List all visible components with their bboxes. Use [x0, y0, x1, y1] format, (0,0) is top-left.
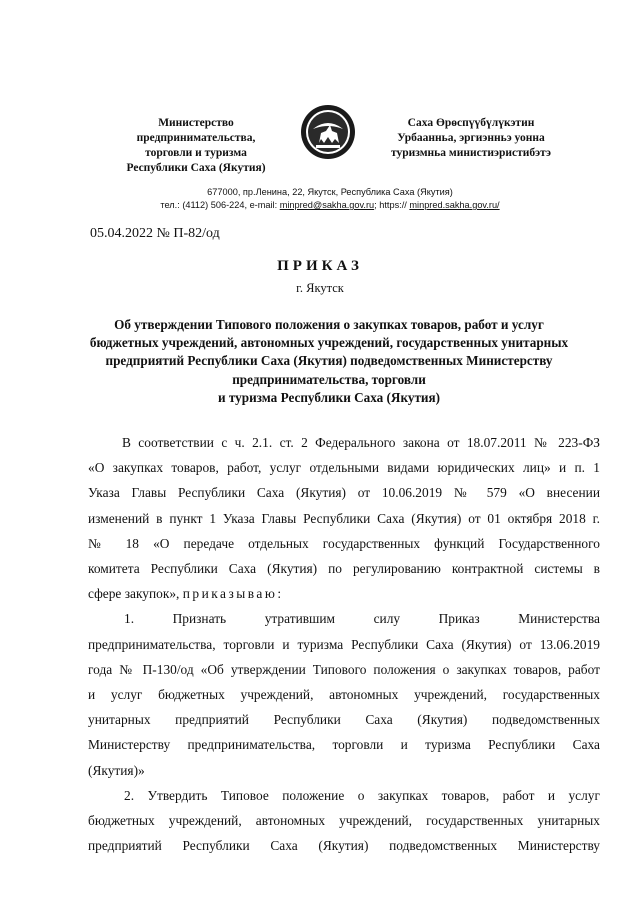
title-line: Об утверждении Типового положения о закупках товаров, работ и услуг — [114, 317, 544, 332]
title-line: бюджетных учреждений, автономных учреждений, государственных унитарных — [89, 335, 569, 351]
header-right-line: Саха Өрөспүүбүлүкэтин — [407, 117, 535, 129]
preamble-line: комитета Республики Саха (Якутия) по регулированию контрактной системы в — [88, 561, 600, 577]
phone-text: тел.: (4112) 506-224, e-mail: — [160, 200, 280, 210]
item-1-line: года № П-130/од «Об утверждении Типового положения о закупках товаров, работ — [88, 661, 600, 677]
ministry-name-sakha — [382, 116, 560, 161]
header-left-line: торговли и туризма — [145, 147, 247, 159]
item-1-line: 1. Признать утратившим силу Приказ Министерства — [124, 611, 600, 627]
item-2-line: предприятий Республики Саха (Якутия) подведомственных Министерству — [88, 838, 600, 854]
preamble-line: Указа Главы Республики Саха (Якутия) от 10.06.2019 № 579 «О внесении — [88, 485, 600, 501]
preamble-line: В соответствии с ч. 2.1. ст. 2 Федерального закона от 18.07.2011 № 223-ФЗ — [122, 435, 600, 450]
header-right-line: Урбаанньа, эргиэнньэ уонна — [397, 132, 545, 144]
header-right-line: туризмньа министиэристибэтэ — [391, 147, 551, 159]
website-link[interactable]: minpred.sakha.gov.ru/ — [409, 200, 500, 210]
document-body — [88, 430, 600, 858]
document-type-heading: ПРИКАЗ — [277, 258, 363, 274]
item-1-line: предпринимательства, торговли и туризма Республики Саха (Якутия) от 13.06.2019 — [88, 636, 600, 652]
title-line: и туризма Республики Саха (Якутия) — [217, 389, 441, 405]
document-place: г. Якутск — [296, 281, 344, 295]
url-separator: ; https:// — [374, 200, 410, 210]
item-1-line: и услуг бюджетных учреждений, автономных учреждений, государственных — [88, 687, 600, 703]
sakha-republic-emblem-icon — [299, 103, 357, 161]
document-date-number: 05.04.2022 № П-82/од — [90, 226, 220, 241]
preamble-line-final — [88, 581, 600, 606]
item-1-line: унитарных предприятий Республики Саха (Якутия) подведомственных — [88, 712, 600, 728]
document-title — [86, 316, 572, 407]
header-left-line: предпринимательства, — [136, 132, 256, 144]
preamble-line: изменений в пункт 1 Указа Главы Республики Саха (Якутия) от 01 октября 2018 г. — [88, 510, 600, 526]
header-left-line: Республики Саха (Якутия) — [126, 162, 266, 174]
header-left-line: Министерство — [158, 117, 234, 129]
preamble-line: № 18 «О передаче отдельных государственных функций Государственного — [88, 535, 600, 551]
contact-info — [80, 186, 580, 212]
email-link[interactable]: minpred@sakha.gov.ru — [279, 200, 375, 210]
item-1-line: (Якутия)» — [88, 762, 145, 778]
item-1-line: Министерству предпринимательства, торговли и туризма Республики Саха — [88, 737, 600, 753]
phone-email-line — [80, 199, 580, 212]
preamble-end: сфере закупок», — [88, 586, 183, 602]
item-2-line: бюджетных учреждений, автономных учреждений, государственных унитарных — [88, 813, 600, 829]
ministry-name-russian — [112, 116, 280, 176]
order-word: приказываю: — [182, 586, 284, 602]
address-line: 677000, пр.Ленина, 22, Якутск, Республика Саха (Якутия) — [207, 187, 453, 197]
title-line: предприятий Республики Саха (Якутия) подведомственных Министерству — [105, 353, 553, 369]
item-2-line: 2. Утвердить Типовое положение о закупках товаров, работ и услуг — [124, 787, 600, 803]
preamble-line: «О закупках товаров, работ, услуг отдельными видами юридических лиц» и п. 1 — [88, 460, 600, 476]
title-line: предпринимательства, торговли — [232, 371, 426, 387]
